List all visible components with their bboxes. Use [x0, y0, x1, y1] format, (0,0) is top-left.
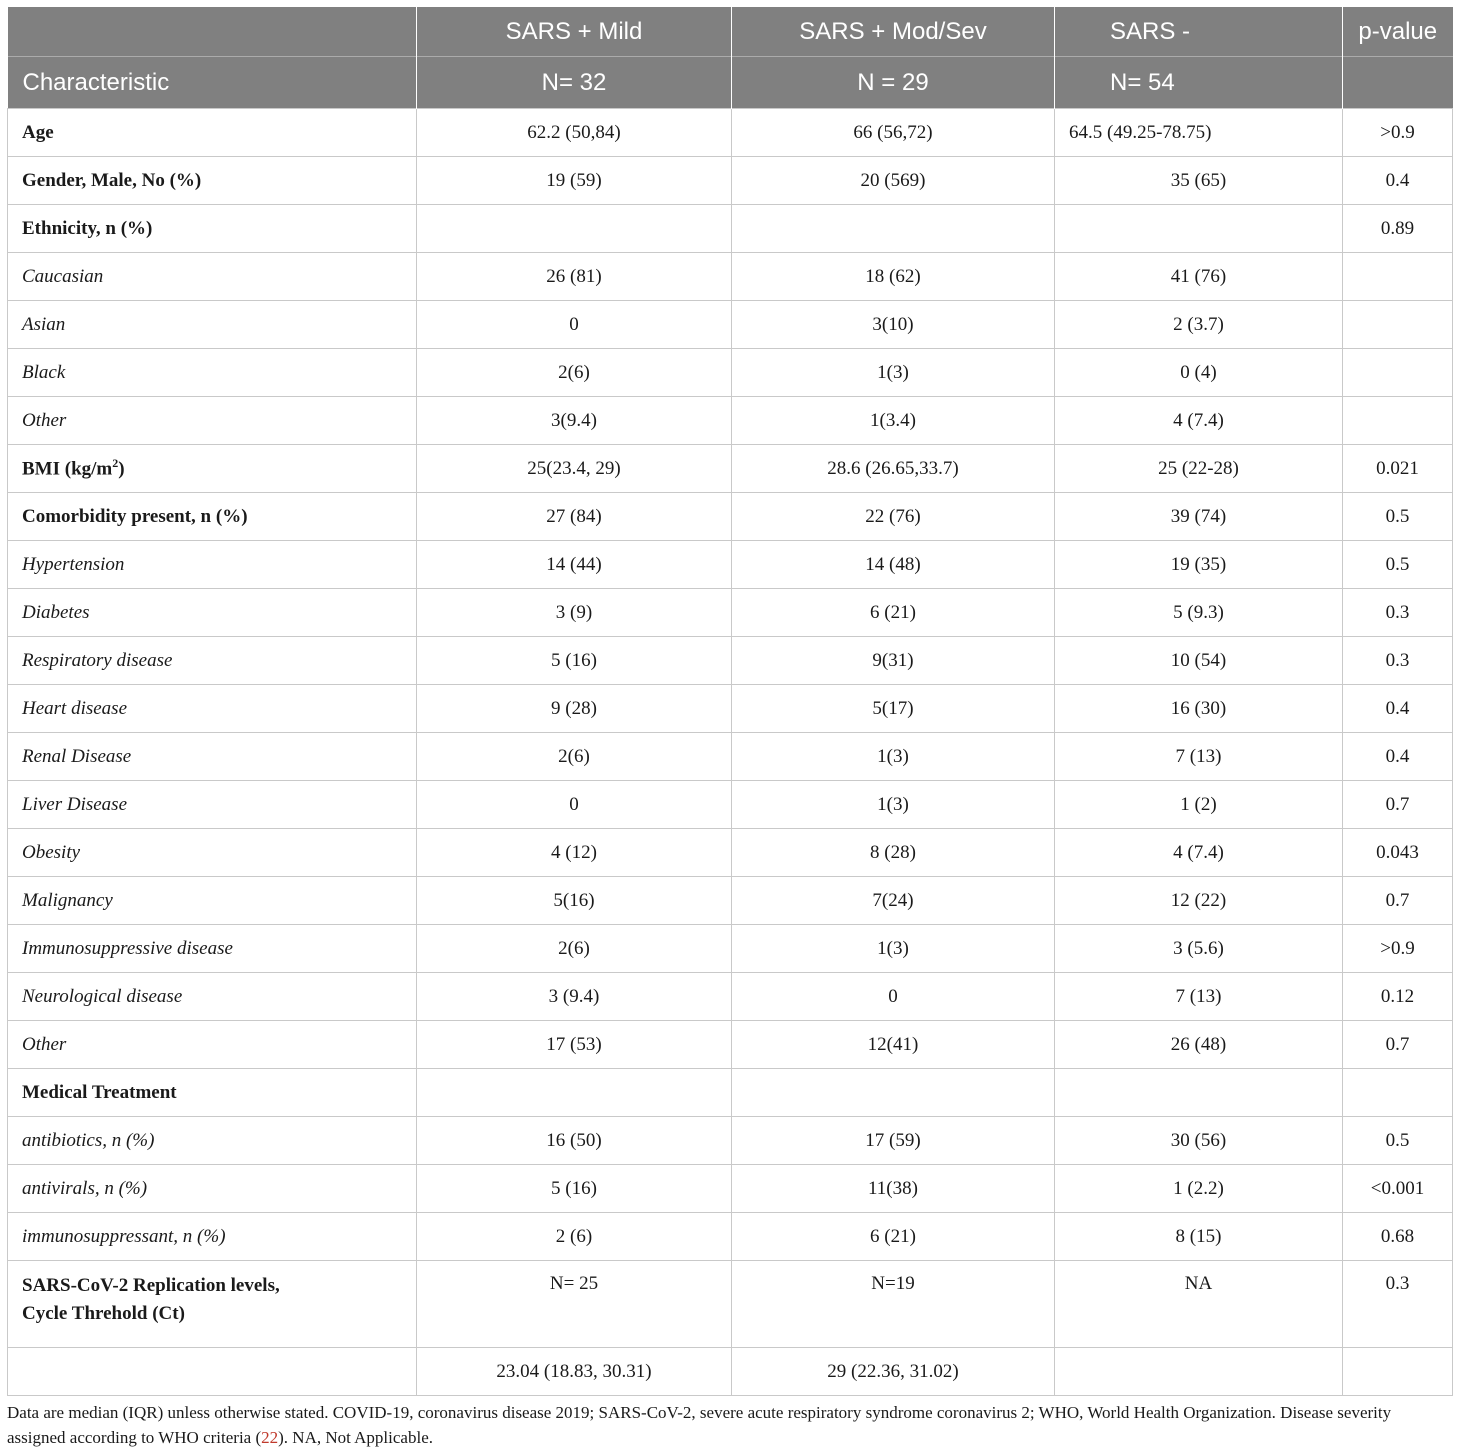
- cell-mild: 2 (6): [417, 1213, 732, 1261]
- table-row: [8, 829, 1453, 877]
- cell-mild: 23.04 (18.83, 30.31): [417, 1348, 732, 1396]
- cell-modsev: 9(31): [732, 637, 1055, 685]
- cell-modsev: 18 (62): [732, 253, 1055, 301]
- cell-p: 0.3: [1343, 589, 1453, 637]
- row-label-other-comorbidity: Other: [8, 1021, 417, 1069]
- header-sars-modsev: SARS + Mod/Sev: [732, 7, 1055, 57]
- cell-mild: 26 (81): [417, 253, 732, 301]
- cell-p: 0.5: [1343, 493, 1453, 541]
- cell-modsev: 12(41): [732, 1021, 1055, 1069]
- cell-p: 0.4: [1343, 685, 1453, 733]
- row-label-neurological: Neurological disease: [8, 973, 417, 1021]
- cell-p: [1343, 397, 1453, 445]
- cell-p: 0.3: [1343, 1261, 1453, 1348]
- cell-negative: 4 (7.4): [1055, 829, 1343, 877]
- cell-modsev: 29 (22.36, 31.02): [732, 1348, 1055, 1396]
- row-label-antibiotics: antibiotics, n (%): [8, 1117, 417, 1165]
- replication-label-line1: SARS-CoV-2 Replication levels,: [22, 1275, 280, 1296]
- cell-negative: 25 (22-28): [1055, 445, 1343, 493]
- row-label-obesity: Obesity: [8, 829, 417, 877]
- table-row: [8, 589, 1453, 637]
- cell-negative: 7 (13): [1055, 973, 1343, 1021]
- cell-negative: 12 (22): [1055, 877, 1343, 925]
- cell-negative: 35 (65): [1055, 157, 1343, 205]
- footnote-text-before: Data are median (IQR) unless otherwise stated. COVID-19, coronavirus disease 2019; SARS-CoV-2, severe acute respiratory syndrome coronavirus 2; WHO, World Health Organization. Disease severity assigned according to WHO criteria (: [7, 1403, 1392, 1447]
- cell-modsev: 3(10): [732, 301, 1055, 349]
- cell-negative: 16 (30): [1055, 685, 1343, 733]
- row-label-hypertension: Hypertension: [8, 541, 417, 589]
- cell-modsev: 66 (56,72): [732, 109, 1055, 157]
- table-header: [8, 7, 1453, 109]
- cell-negative: 0 (4): [1055, 349, 1343, 397]
- footnote-text-after: ). NA, Not Applicable.: [278, 1428, 433, 1447]
- table-row: [8, 1261, 1453, 1348]
- row-label-ethnicity: Ethnicity, n (%): [8, 205, 417, 253]
- cell-negative: 8 (15): [1055, 1213, 1343, 1261]
- cell-mild: 4 (12): [417, 829, 732, 877]
- cell-modsev: [732, 1069, 1055, 1117]
- table-row: [8, 349, 1453, 397]
- table-body: [8, 109, 1453, 1396]
- cell-mild: 16 (50): [417, 1117, 732, 1165]
- cell-negative: 10 (54): [1055, 637, 1343, 685]
- row-label-malignancy: Malignancy: [8, 877, 417, 925]
- header-row-groups: [8, 7, 1453, 57]
- cell-p: >0.9: [1343, 925, 1453, 973]
- table-footnote: [7, 1400, 1452, 1450]
- cell-negative: [1055, 1069, 1343, 1117]
- table-row: [8, 1117, 1453, 1165]
- row-label-immunosuppressive: Immunosuppressive disease: [8, 925, 417, 973]
- cell-modsev: 22 (76): [732, 493, 1055, 541]
- table-row: [8, 685, 1453, 733]
- header-row-n: [8, 57, 1453, 109]
- cell-modsev: N=19: [732, 1261, 1055, 1348]
- cell-mild: 17 (53): [417, 1021, 732, 1069]
- row-label-liver: Liver Disease: [8, 781, 417, 829]
- cell-modsev: 28.6 (26.65,33.7): [732, 445, 1055, 493]
- cell-negative: [1055, 205, 1343, 253]
- cell-mild: [417, 205, 732, 253]
- table-row: [8, 877, 1453, 925]
- cell-p: 0.021: [1343, 445, 1453, 493]
- row-label-gender: Gender, Male, No (%): [8, 157, 417, 205]
- table-row: [8, 1021, 1453, 1069]
- row-label-age: Age: [8, 109, 417, 157]
- cell-modsev: 1(3): [732, 781, 1055, 829]
- row-label-medical-treatment: Medical Treatment: [8, 1069, 417, 1117]
- row-label-other-ethnicity: Other: [8, 397, 417, 445]
- cell-mild: 0: [417, 301, 732, 349]
- cell-p: 0.5: [1343, 541, 1453, 589]
- cell-p: [1343, 301, 1453, 349]
- table-row: [8, 637, 1453, 685]
- cell-negative: 1 (2.2): [1055, 1165, 1343, 1213]
- replication-label-line2: Cycle Threhold (Ct): [22, 1303, 185, 1324]
- cell-mild: [417, 1069, 732, 1117]
- cell-modsev: 1(3): [732, 733, 1055, 781]
- table-row: [8, 925, 1453, 973]
- table-row: [8, 973, 1453, 1021]
- row-label-replication: [8, 1261, 417, 1348]
- cell-mild: 5(16): [417, 877, 732, 925]
- cell-negative: 3 (5.6): [1055, 925, 1343, 973]
- cell-negative: 64.5 (49.25-78.75): [1055, 109, 1343, 157]
- cell-mild: 5 (16): [417, 1165, 732, 1213]
- row-label-antivirals: antivirals, n (%): [8, 1165, 417, 1213]
- cell-modsev: 17 (59): [732, 1117, 1055, 1165]
- table-row: [8, 397, 1453, 445]
- cell-modsev: 1(3): [732, 349, 1055, 397]
- table-row: [8, 253, 1453, 301]
- cell-negative: 30 (56): [1055, 1117, 1343, 1165]
- cell-mild: 2(6): [417, 925, 732, 973]
- bmi-label-end: ): [118, 458, 125, 480]
- cell-mild: 62.2 (50,84): [417, 109, 732, 157]
- header-characteristic: Characteristic: [8, 57, 417, 109]
- cell-modsev: 14 (48): [732, 541, 1055, 589]
- cell-negative: 26 (48): [1055, 1021, 1343, 1069]
- header-n-p: [1343, 57, 1453, 109]
- cell-negative: 5 (9.3): [1055, 589, 1343, 637]
- cell-p: [1343, 253, 1453, 301]
- cell-p: <0.001: [1343, 1165, 1453, 1213]
- header-n-negative: N= 54: [1055, 57, 1343, 109]
- cell-p: [1343, 1348, 1453, 1396]
- cell-p: [1343, 349, 1453, 397]
- table-row: [8, 733, 1453, 781]
- table-row: [8, 541, 1453, 589]
- cell-modsev: 5(17): [732, 685, 1055, 733]
- cell-modsev: 6 (21): [732, 1213, 1055, 1261]
- row-label-comorbidity: Comorbidity present, n (%): [8, 493, 417, 541]
- table-row: [8, 1069, 1453, 1117]
- cell-mild: N= 25: [417, 1261, 732, 1348]
- row-label-respiratory: Respiratory disease: [8, 637, 417, 685]
- cell-p: 0.4: [1343, 733, 1453, 781]
- cell-negative: 2 (3.7): [1055, 301, 1343, 349]
- cell-p: 0.7: [1343, 877, 1453, 925]
- cell-mild: 2(6): [417, 733, 732, 781]
- table-row: [8, 205, 1453, 253]
- cell-mild: 3(9.4): [417, 397, 732, 445]
- header-sars-mild: SARS + Mild: [417, 7, 732, 57]
- row-label-bmi: [8, 445, 417, 493]
- table-row: [8, 1165, 1453, 1213]
- row-label-caucasian: Caucasian: [8, 253, 417, 301]
- row-label-ct-values: [8, 1348, 417, 1396]
- cell-negative: 7 (13): [1055, 733, 1343, 781]
- cell-modsev: 1(3): [732, 925, 1055, 973]
- cell-negative: 4 (7.4): [1055, 397, 1343, 445]
- cell-modsev: 8 (28): [732, 829, 1055, 877]
- table-row: [8, 445, 1453, 493]
- cell-p: 0.4: [1343, 157, 1453, 205]
- cell-mild: 14 (44): [417, 541, 732, 589]
- cell-mild: 3 (9): [417, 589, 732, 637]
- row-label-renal: Renal Disease: [8, 733, 417, 781]
- row-label-black: Black: [8, 349, 417, 397]
- table-row: [8, 157, 1453, 205]
- characteristics-table: [7, 7, 1453, 1396]
- header-n-modsev: N = 29: [732, 57, 1055, 109]
- table-row: [8, 301, 1453, 349]
- row-label-diabetes: Diabetes: [8, 589, 417, 637]
- cell-mild: 19 (59): [417, 157, 732, 205]
- cell-mild: 9 (28): [417, 685, 732, 733]
- cell-modsev: 1(3.4): [732, 397, 1055, 445]
- table-row: [8, 109, 1453, 157]
- table-row: [8, 1213, 1453, 1261]
- cell-modsev: 20 (569): [732, 157, 1055, 205]
- cell-mild: 27 (84): [417, 493, 732, 541]
- cell-modsev: 6 (21): [732, 589, 1055, 637]
- cell-modsev: [732, 205, 1055, 253]
- cell-modsev: 11(38): [732, 1165, 1055, 1213]
- cell-p: 0.68: [1343, 1213, 1453, 1261]
- cell-mild: 2(6): [417, 349, 732, 397]
- row-label-asian: Asian: [8, 301, 417, 349]
- cell-p: 0.043: [1343, 829, 1453, 877]
- cell-negative: 19 (35): [1055, 541, 1343, 589]
- footnote-reference-link[interactable]: 22: [261, 1428, 279, 1447]
- header-p-value: p-value: [1343, 7, 1453, 57]
- header-sars-negative: SARS -: [1055, 7, 1343, 57]
- cell-negative: 41 (76): [1055, 253, 1343, 301]
- table-container: [7, 7, 1452, 1396]
- row-label-immunosuppressant: immunosuppressant, n (%): [8, 1213, 417, 1261]
- table-row: [8, 493, 1453, 541]
- table-row: [8, 1348, 1453, 1396]
- cell-mild: 5 (16): [417, 637, 732, 685]
- bmi-label-text: BMI (kg/m: [22, 458, 113, 480]
- cell-mild: 25(23.4, 29): [417, 445, 732, 493]
- row-label-heart: Heart disease: [8, 685, 417, 733]
- header-blank-cell: [8, 7, 417, 57]
- cell-modsev: 7(24): [732, 877, 1055, 925]
- cell-p: 0.89: [1343, 205, 1453, 253]
- cell-negative: [1055, 1348, 1343, 1396]
- header-n-mild: N= 32: [417, 57, 732, 109]
- cell-p: 0.7: [1343, 781, 1453, 829]
- cell-negative: 39 (74): [1055, 493, 1343, 541]
- cell-modsev: 0: [732, 973, 1055, 1021]
- cell-negative: 1 (2): [1055, 781, 1343, 829]
- cell-p: 0.5: [1343, 1117, 1453, 1165]
- cell-negative: NA: [1055, 1261, 1343, 1348]
- cell-mild: 0: [417, 781, 732, 829]
- cell-p: 0.12: [1343, 973, 1453, 1021]
- cell-p: 0.7: [1343, 1021, 1453, 1069]
- table-row: [8, 781, 1453, 829]
- cell-mild: 3 (9.4): [417, 973, 732, 1021]
- cell-p: [1343, 1069, 1453, 1117]
- cell-p: 0.3: [1343, 637, 1453, 685]
- cell-p: >0.9: [1343, 109, 1453, 157]
- bmi-label-sup: 2: [112, 456, 119, 471]
